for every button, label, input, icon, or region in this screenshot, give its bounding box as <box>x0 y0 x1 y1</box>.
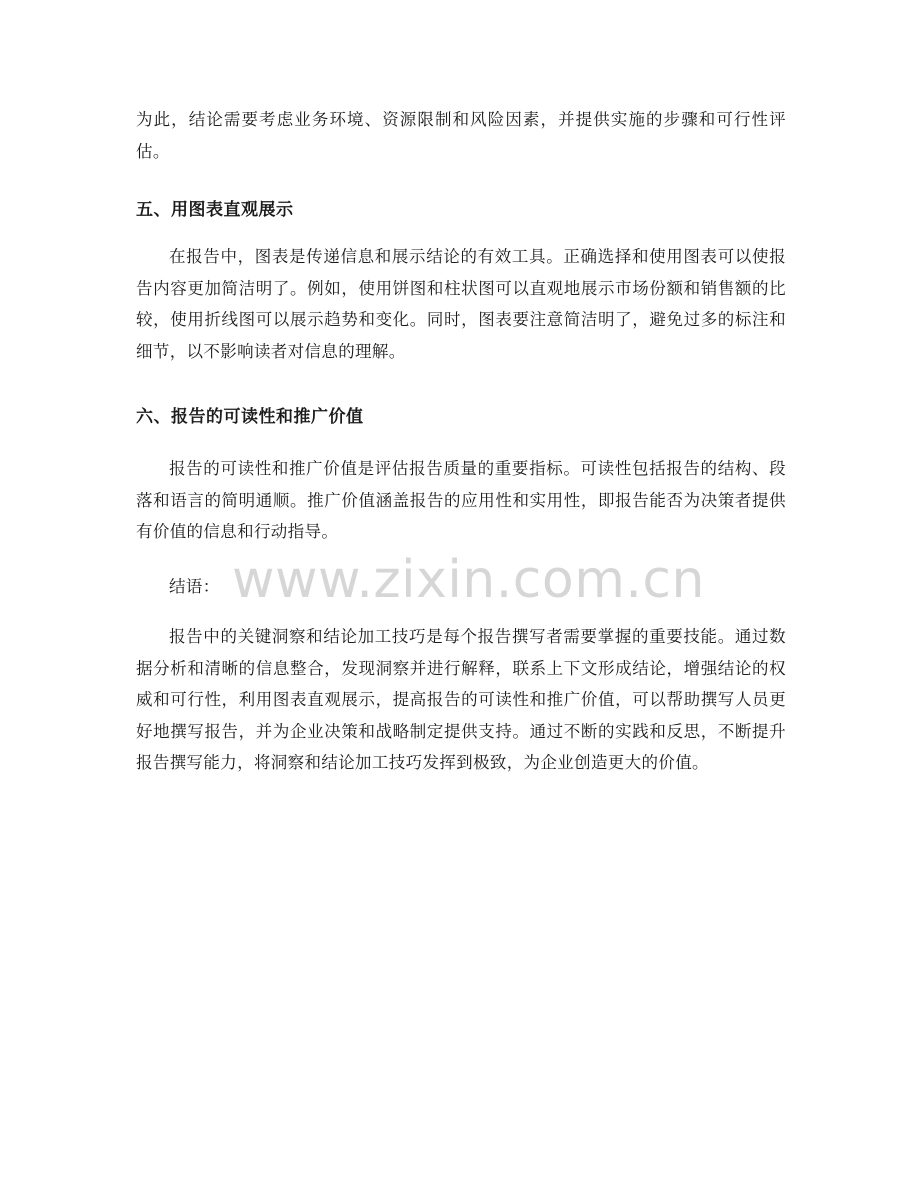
section-6-heading: 六、报告的可读性和推广价值 <box>136 407 364 427</box>
conclusion-label: 结语： <box>169 577 220 596</box>
conclusion-body: 报告中的关键洞察和结论加工技巧是每个报告撰写者需要掌握的重要技能。通过数据分析和清晰的信息整合，发现洞察并进行解释，联系上下文形成结论，增强结论的权威和可行性，利用图表直观展示，提高报告的可读性和推广价值，可以帮助撰写人员更好地撰写报告，并为企业决策和战略制定提供支持。通过不断的实践和反思，不断提升报告撰写能力，将洞察和结论加工技巧发挥到极致，为企业创造更大的价值。 <box>136 627 786 772</box>
intro-paragraph: 为此，结论需要考虑业务环境、资源限制和风险因素，并提供实施的步骤和可行性评估。 <box>136 110 786 161</box>
watermark: www.zixin.com.cn <box>232 550 705 610</box>
section-5-body: 在报告中，图表是传递信息和展示结论的有效工具。正确选择和使用图表可以使报告内容更加简洁明了。例如，使用饼图和柱状图可以直观地展示市场份额和销售额的比较，使用折线图可以展示趋势和变化。同时，图表要注意简洁明了，避免过多的标注和细节，以不影响读者对信息的理解。 <box>136 247 786 361</box>
section-6-body: 报告的可读性和推广价值是评估报告质量的重要指标。可读性包括报告的结构、段落和语言的简明通顺。推广价值涵盖报告的应用性和实用性，即报告能否为决策者提供有价值的信息和行动指导。 <box>136 459 786 541</box>
section-5-heading: 五、用图表直观展示 <box>136 200 294 220</box>
